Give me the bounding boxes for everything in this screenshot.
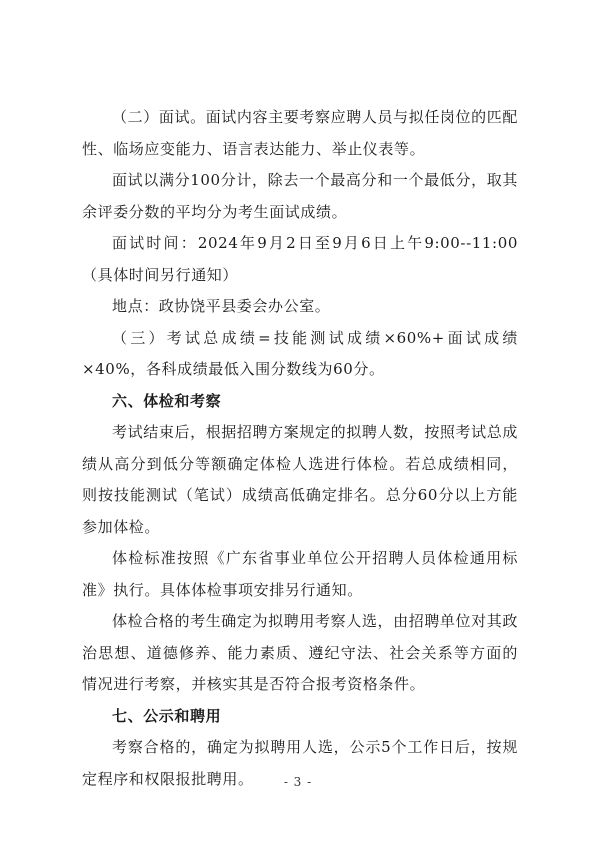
paragraph-medical-selection: 考试结束后，根据招聘方案规定的拟聘人数，按照考试总成绩从高分到低分等额确定体检人选进行体检。若总成绩相同，则按技能测试（笔试）成绩高低确定排名。总分60分以上方能参加体检。 <box>82 423 518 536</box>
paragraph-interview-scoring: 面试以满分100分计，除去一个最高分和一个最低分，取其余评委分数的平均分为考生面试成绩。 <box>82 171 518 221</box>
section-heading-publicity-hiring: 七、公示和聘用 <box>112 706 222 725</box>
paragraph-medical-standard: 体检标准按照《广东省事业单位公开招聘人员体检通用标准》执行。具体体检事项安排另行通知。 <box>82 549 518 599</box>
paragraph-interview-location: 地点：政协饶平县委会办公室。 <box>112 297 331 315</box>
paragraph-inspection: 体检合格的考生确定为拟聘用考察人选，由招聘单位对其政治思想、道德修养、能力素质、遵纪守法、社会关系等方面的情况进行考察，并核实其是否符合报考资格条件。 <box>82 612 518 693</box>
paragraph-interview-intro: （二）面试。面试内容主要考察应聘人员与拟任岗位的匹配性、临场应变能力、语言表达能力、举止仪表等。 <box>82 108 518 158</box>
section-heading-medical-check: 六、体检和考察 <box>112 391 222 410</box>
paragraph-hiring: 考察合格的，确定为拟聘用人选，公示5个工作日后，按规定程序和权限报批聘用。 <box>82 738 518 788</box>
paragraph-interview-time: 面试时间：2024年9月2日至9月6日上午9:00--11:00（具体时间另行通知） <box>82 234 518 284</box>
paragraph-total-score: （三）考试总成绩=技能测试成绩×60%+面试成绩×40%，各科成绩最低入围分数线为60分。 <box>82 328 518 378</box>
page-number: - 3 - <box>283 775 313 789</box>
